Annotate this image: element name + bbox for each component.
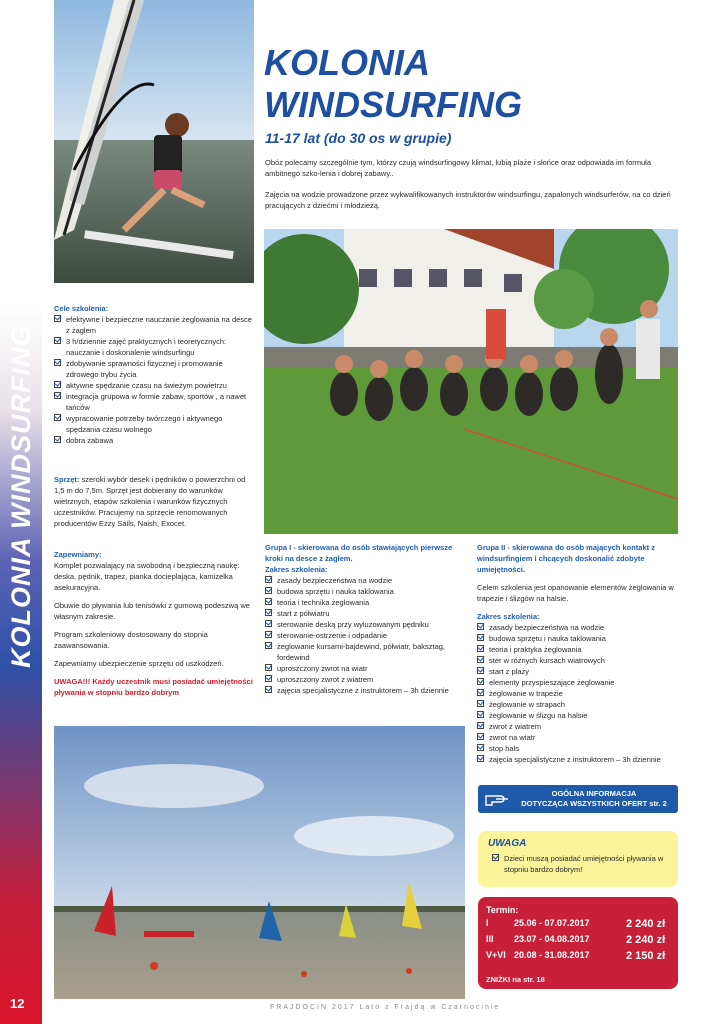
group1-item: uproszczony zwrot na wiatr (265, 663, 470, 674)
group1-item: budowa sprzętu i nauka taklowania (265, 586, 470, 597)
checkbox-icon (477, 733, 484, 740)
goals-list (54, 314, 254, 446)
checkbox-icon (265, 620, 272, 627)
group1-item: sterowanie deską przy wyluzowanym pędniku (265, 619, 470, 630)
general-info-button[interactable] (478, 785, 678, 813)
group1-item: sterowanie-ostrzenie i odpadanie (265, 630, 470, 641)
goals-section (54, 303, 254, 446)
intro-paragraph-2: Zajęcia na wodzie prowadzone przez wykwalifikowanych instruktorów windsurfingu, zapalonych windsurferów, na co dzień pracujących z dziećmi i młodzieżą. (265, 190, 671, 210)
term-row (486, 918, 670, 932)
checkbox-icon (54, 436, 61, 443)
term-row (486, 934, 670, 948)
windsurfer-photo (54, 0, 254, 283)
notice-title: UWAGA (488, 838, 527, 849)
info-line-1: OGÓLNA INFORMACJA (551, 789, 637, 798)
discount-note: ZNIŻKI na str. 18 (486, 975, 545, 984)
equipment-paragraph (54, 474, 254, 529)
group2-item: ster w różnych kursach wiatrowych (477, 655, 680, 666)
group2-item: stop hals (477, 743, 680, 754)
term-price: 2 240 zł (626, 918, 666, 930)
notice-list (492, 853, 672, 875)
term-turn: I (486, 918, 489, 928)
checkbox-icon (54, 414, 61, 421)
group2-item: start z plaży (477, 666, 680, 677)
group2-item: zwrot na wiatr (477, 732, 680, 743)
checkbox-icon (54, 359, 61, 366)
group2-item: żeglowanie w ślizgu na halsie (477, 710, 680, 721)
group2-item: teoria i praktyka żeglowania (477, 644, 680, 655)
term-turn: V+VI (486, 950, 506, 960)
notice-box (478, 831, 678, 887)
group1-list (265, 575, 470, 696)
group2-list (477, 622, 680, 765)
goals-item: wypracowanie potrzeby twórczego i aktywnego spędzania czasu wolnego (54, 413, 254, 435)
terms-box (478, 897, 678, 989)
swimming-warning: UWAGA!!! Każdy uczestnik musi posiadać umiejętności pływania w stopniu bardzo dobrym (54, 677, 253, 697)
group2-item: elementy przyspieszające żeglowanie (477, 677, 680, 688)
group2-section (477, 542, 680, 765)
group2-item: zasady bezpieczeństwa na wodzie (477, 622, 680, 633)
goals-item: integracja grupowa w formie zabaw, sportów , a nawet tańców (54, 391, 254, 413)
page-number: 12 (10, 996, 25, 1011)
equipment-text: szeroki wybór desek i pędników o powierzchni od 1,5 m do 7,5m. Sprzęt jest dobierany do warunków wietrznych, etapów szkolenia i warunków fizycznych uczestników. Pracujemy na sprzęcie renomowanych producentów Ezzy Sails, Naish, Exocet. (54, 475, 246, 528)
checkbox-icon (265, 587, 272, 594)
terms-label: Termin: (486, 905, 519, 915)
checkbox-icon (265, 642, 272, 649)
provide-paragraph-2: Obuwie do pływania lub tenisówki z gumową podeszwą we własnym zakresie. (54, 601, 250, 621)
group1-item: teoria i technika żeglowania (265, 597, 470, 608)
group1-item: zajęcia specjalistyczne z instruktorem – 3h dziennie (265, 685, 470, 696)
group-photo (264, 229, 678, 534)
term-dates: 23.07 - 04.08.2017 (514, 934, 590, 944)
checkbox-icon (265, 576, 272, 583)
checkbox-icon (265, 686, 272, 693)
term-turn: III (486, 934, 494, 944)
provide-section (54, 549, 254, 698)
checkbox-icon (54, 392, 61, 399)
group2-item: żeglowanie w strapach (477, 699, 680, 710)
group1-item: uproszczony zwrot z wiatrem (265, 674, 470, 685)
provide-heading: Zapewniamy: (54, 550, 102, 559)
provide-paragraph-3: Program szkoleniowy dostosowany do stopnia zaawansowania. (54, 630, 208, 650)
checkbox-icon (477, 722, 484, 729)
goals-item: efektywne i bezpieczne nauczanie żeglowania na desce z żaglem (54, 314, 254, 336)
goals-item: 3 h/dziennie zajęć praktycznych i teoretycznych: nauczanie i doskonalenie windsurfingu (54, 336, 254, 358)
checkbox-icon (265, 598, 272, 605)
checkbox-icon (477, 711, 484, 718)
group2-item: zajęcia specjalistyczne z instruktorem – 3h dziennie (477, 754, 680, 765)
group1-item: zasady bezpieczeństwa na wodzie (265, 575, 470, 586)
checkbox-icon (477, 689, 484, 696)
checkbox-icon (477, 656, 484, 663)
group1-item: start z półwiatru (265, 608, 470, 619)
lake-photo (54, 726, 465, 999)
checkbox-icon (477, 678, 484, 685)
group2-item: budowa sprzętu i nauka taklowania (477, 633, 680, 644)
intro-paragraph-1: Obóz polecamy szczególnie tym, którzy czują windsurfingowy klimat, lubią plaże i słońce oraz odpowiada im formuła ambitnego szko-lenia i dobrej zabawy.. (265, 158, 652, 178)
provide-paragraph-1: Komplet pozwalający na swobodną i bezpieczną naukę: deska, pędnik, trapez, pianka docieplająca, kamizelka asekuracyjna. (54, 561, 240, 592)
page-title (264, 42, 522, 126)
notice-item: Dzieci muszą posiadać umiejętności pływania w stopniu bardzo dobrym! (492, 853, 672, 875)
checkbox-icon (477, 667, 484, 674)
checkbox-icon (265, 675, 272, 682)
checkbox-icon (477, 645, 484, 652)
checkbox-icon (54, 381, 61, 388)
group1-heading: Grupa I - skierowana do osób stawiających pierwsze kroki na desce z żaglem. (265, 543, 453, 563)
checkbox-icon (54, 337, 61, 344)
footer-text: FRAJDOCIN 2017 Lato z Frajdą w Czarnocinie (270, 1004, 501, 1011)
group2-scope-label: Zakres szkolenia: (477, 612, 540, 621)
group2-item: żeglowanie w trapezie (477, 688, 680, 699)
checkbox-icon (477, 744, 484, 751)
group2-item: zwrot z wiatrem (477, 721, 680, 732)
title-line-1: KOLONIA (264, 42, 430, 83)
goals-item: dobra zabawa (54, 435, 254, 446)
checkbox-icon (265, 664, 272, 671)
equipment-label: Sprzęt: (54, 475, 80, 484)
checkbox-icon (477, 623, 484, 630)
pointing-hand-icon (484, 791, 510, 807)
term-row (486, 950, 670, 964)
checkbox-icon (477, 700, 484, 707)
goals-item: aktywne spędzanie czasu na świeżym powietrzu (54, 380, 254, 391)
side-label: KOLONIA WINDSURFING (6, 324, 36, 668)
group2-heading: Grupa II - skierowana do osób mających kontakt z windsurfingiem i chcących doskonalić zdobyte umiejętności. (477, 543, 655, 574)
term-dates: 25.06 - 07.07.2017 (514, 918, 590, 928)
checkbox-icon (265, 609, 272, 616)
goals-item: zdobywanie sprawności fizycznej i promowanie zdrowego trybu życia (54, 358, 254, 380)
checkbox-icon (54, 315, 61, 322)
title-line-2: WINDSURFING (264, 84, 522, 125)
checkbox-icon (477, 634, 484, 641)
info-line-2: DOTYCZĄCA WSZYSTKICH OFERT str. 2 (521, 799, 667, 808)
group1-scope-label: Zakres szkolenia: (265, 565, 328, 574)
checkbox-icon (477, 755, 484, 762)
subtitle: 11-17 lat (do 30 os w grupie) (265, 130, 452, 146)
group1-section (265, 542, 470, 696)
term-dates: 20.08 - 31.08.2017 (514, 950, 590, 960)
group2-goal: Celem szkolenia jest opanowanie elementów żeglowania w trapezie i ślizgów na halsie. (477, 583, 674, 603)
term-price: 2 150 zł (626, 950, 666, 962)
term-price: 2 240 zł (626, 934, 666, 946)
group1-item: żeglowanie kursami-bajdewind, półwiatr, baksztag, fordewind (265, 641, 470, 663)
checkbox-icon (492, 854, 499, 861)
goals-heading: Cele szkolenia: (54, 304, 109, 313)
provide-paragraph-4: Zapewniamy ubezpieczenie sprzętu od uszkodzeń. (54, 659, 224, 668)
checkbox-icon (265, 631, 272, 638)
